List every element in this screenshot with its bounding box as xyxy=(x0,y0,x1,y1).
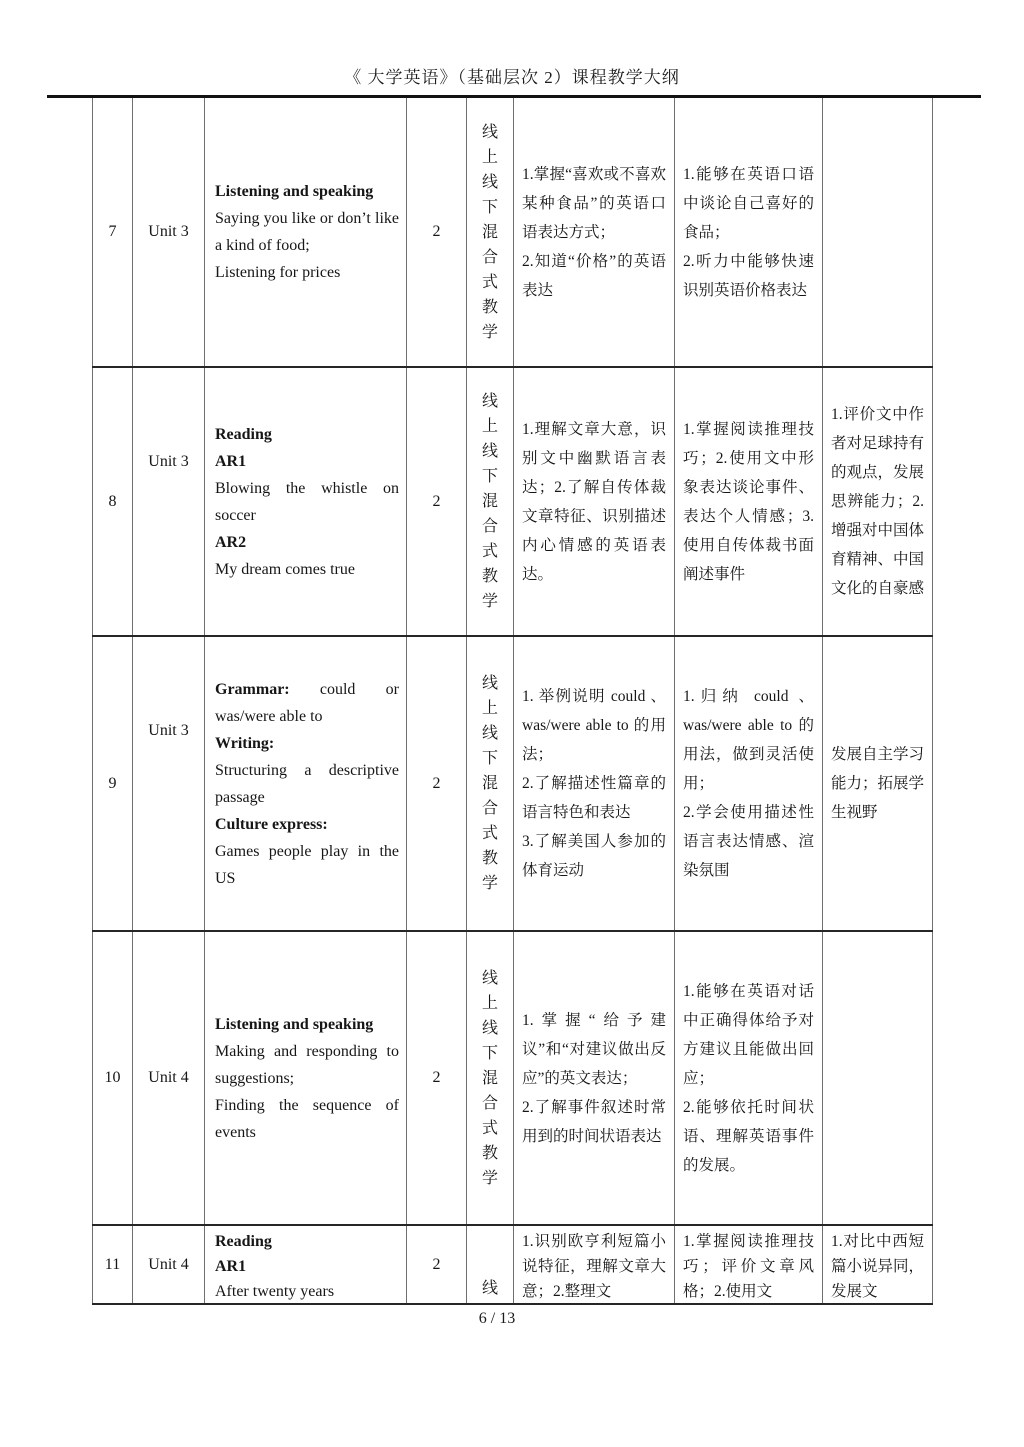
unit-cell: Unit 4 xyxy=(133,931,205,1225)
method-char: 混 xyxy=(481,223,498,241)
method-char: 教 xyxy=(481,298,498,316)
content-line: AR2 xyxy=(215,533,247,551)
method-char: 合 xyxy=(481,800,498,817)
content-cell xyxy=(205,367,407,636)
syllabus-table-body xyxy=(93,98,933,1304)
knowledge-objective-cell xyxy=(514,636,675,931)
content-cell xyxy=(205,931,407,1225)
content-line: Reading xyxy=(215,1233,272,1250)
objective-paragraph: 发展自主学习能力；拓展学生视野 xyxy=(831,746,925,821)
row-number-cell: 11 xyxy=(93,1225,133,1304)
row-number-cell: 7 xyxy=(93,98,133,367)
objective-paragraph: 2.能够依托时间状语、理解英语事件的发展。 xyxy=(683,1098,814,1174)
table-row xyxy=(93,931,933,1225)
method-char: 学 xyxy=(481,875,498,892)
content-line: Grammar: could or was/were able to xyxy=(215,680,399,725)
method-char: 线 xyxy=(481,725,498,742)
page-header-title: 《 大学英语》（基础层次 2）课程教学大纲 xyxy=(344,68,680,87)
method-char: 上 xyxy=(481,148,498,166)
row-number-cell: 8 xyxy=(93,367,133,636)
method-char: 线 xyxy=(481,969,498,987)
table-row xyxy=(93,98,933,367)
method-char: 式 xyxy=(481,825,498,842)
content-line: My dream comes true xyxy=(215,560,355,578)
unit-cell: Unit 4 xyxy=(133,1225,205,1304)
ability-objective-cell xyxy=(675,98,823,367)
table-row xyxy=(93,367,933,636)
content-line: Structuring a descriptive passage xyxy=(215,761,399,806)
objective-paragraph: 2.听力中能够快速识别英语价格表达 xyxy=(683,252,814,299)
objective-paragraph: 1.评价文中作者对足球持有的观点，发展思辨能力；2.增强对中国体育精神、中国文化的自豪感 xyxy=(831,406,925,597)
content-line: Games people play in the US xyxy=(215,842,399,887)
hours-cell: 2 xyxy=(407,931,467,1225)
hours-cell: 2 xyxy=(407,1225,467,1304)
syllabus-table xyxy=(92,98,933,1305)
content-line: Making and responding to suggestions; xyxy=(215,1042,399,1087)
method-char: 混 xyxy=(481,1069,498,1087)
content-line: Finding the sequence of events xyxy=(215,1096,399,1141)
content-line: Blowing the whistle on soccer xyxy=(215,479,399,524)
method-char: 教 xyxy=(481,850,498,867)
row-number-cell: 10 xyxy=(93,931,133,1225)
content-line: Writing: xyxy=(215,734,275,752)
content-cell xyxy=(205,636,407,931)
content-line: Listening and speaking xyxy=(215,1015,374,1033)
method-char: 下 xyxy=(481,750,498,767)
objective-paragraph: 2.了解描述性篇章的语言特色和表达 xyxy=(522,775,666,821)
method-char: 合 xyxy=(481,518,498,535)
content-cell xyxy=(205,1225,407,1304)
knowledge-objective-cell xyxy=(514,931,675,1225)
objective-paragraph: 2.知道“价格”的英语表达 xyxy=(522,252,666,299)
teaching-method-cell xyxy=(467,1225,514,1304)
objective-paragraph: 2.学会使用描述性语言表达情感、渲染氛围 xyxy=(683,804,814,879)
method-char: 下 xyxy=(481,198,498,216)
table-row xyxy=(93,1225,933,1304)
method-char: 学 xyxy=(481,593,498,610)
objective-paragraph: 1.理解文章大意，识别文中幽默语言表达；2.了解自传体裁文章特征、识别描述内心情感的英语表达。 xyxy=(522,420,666,583)
objective-paragraph: 1.能够在英语对话中正确得体给予对方建议且能做出回应； xyxy=(683,982,814,1087)
method-char: 混 xyxy=(481,775,498,792)
objective-paragraph: 1. 举例说明 could 、was/were able to 的用法； xyxy=(522,688,666,763)
objective-paragraph: 1.掌握阅读推理技巧；评价文章风格；2.使用文 xyxy=(683,1233,814,1300)
method-char: 线 xyxy=(481,1280,498,1297)
method-char: 线 xyxy=(481,1019,498,1037)
hours-cell: 2 xyxy=(407,636,467,931)
content-line: AR1 xyxy=(215,452,247,470)
content-line: Reading xyxy=(215,425,272,443)
knowledge-objective-cell xyxy=(514,98,675,367)
unit-cell: Unit 3 xyxy=(133,98,205,367)
table-row xyxy=(93,636,933,931)
teaching-method-cell xyxy=(467,636,514,931)
content-line: Listening and speaking xyxy=(215,183,374,200)
objective-paragraph: 1.归纳 could 、was/were able to 的用法，做到灵活使用； xyxy=(683,688,814,792)
quality-objective-cell xyxy=(823,367,933,636)
quality-objective-cell xyxy=(823,1225,933,1304)
method-char: 式 xyxy=(481,1119,498,1137)
objective-paragraph: 1.对比中西短篇小说异同，发展文 xyxy=(831,1233,925,1300)
quality-objective-cell xyxy=(823,636,933,931)
objective-paragraph: 1.掌握“给予建议”和“对建议做出反应”的英文表达； xyxy=(522,1011,666,1087)
objective-paragraph: 1.掌握阅读推理技巧；2.使用文中形象表达谈论事件、表达个人情感；3.使用自传体裁书面阐述事件 xyxy=(683,420,814,583)
hours-cell: 2 xyxy=(407,98,467,367)
method-char: 式 xyxy=(481,273,498,291)
method-char: 下 xyxy=(481,1044,498,1062)
quality-objective-cell xyxy=(823,98,933,367)
objective-paragraph: 1.识别欧亨利短篇小说特征，理解文章大意；2.整理文 xyxy=(522,1233,666,1300)
objective-paragraph: 1.能够在英语口语中谈论自己喜好的食品； xyxy=(683,165,814,241)
method-char: 合 xyxy=(481,1094,498,1112)
page-number: 6 / 13 xyxy=(478,1310,516,1327)
method-char: 上 xyxy=(481,418,498,435)
method-char: 教 xyxy=(481,1144,498,1162)
method-char: 线 xyxy=(481,393,498,410)
method-char: 学 xyxy=(481,323,498,341)
unit-cell: Unit 3 xyxy=(133,367,205,636)
row-number-cell: 9 xyxy=(93,636,133,931)
quality-objective-cell xyxy=(823,931,933,1225)
objective-paragraph: 1.掌握“喜欢或不喜欢某种食品”的英语口语表达方式； xyxy=(522,165,666,241)
content-line: Culture express: xyxy=(215,815,328,833)
content-line: AR1 xyxy=(215,1258,247,1275)
method-char: 式 xyxy=(481,543,498,560)
method-char: 上 xyxy=(481,700,498,717)
teaching-method-cell xyxy=(467,931,514,1225)
method-char: 混 xyxy=(481,493,498,510)
method-char: 线 xyxy=(481,123,498,141)
knowledge-objective-cell xyxy=(514,1225,675,1304)
method-char: 合 xyxy=(481,248,498,266)
objective-paragraph: 2.了解事件叙述时常用到的时间状语表达 xyxy=(522,1098,666,1145)
ability-objective-cell xyxy=(675,1225,823,1304)
teaching-method-cell xyxy=(467,367,514,636)
teaching-method-cell xyxy=(467,98,514,367)
hours-cell: 2 xyxy=(407,367,467,636)
method-char: 上 xyxy=(481,994,498,1012)
method-char: 线 xyxy=(481,173,498,191)
ability-objective-cell xyxy=(675,636,823,931)
objective-paragraph: 3.了解美国人参加的体育运动 xyxy=(522,833,666,879)
ability-objective-cell xyxy=(675,931,823,1225)
content-cell xyxy=(205,98,407,367)
content-line: After twenty years xyxy=(215,1283,335,1300)
knowledge-objective-cell xyxy=(514,367,675,636)
method-char: 线 xyxy=(481,443,498,460)
unit-cell: Unit 3 xyxy=(133,636,205,931)
method-char: 学 xyxy=(481,1169,498,1187)
content-line: Listening for prices xyxy=(215,264,341,281)
method-char: 教 xyxy=(481,568,498,585)
method-char: 线 xyxy=(481,675,498,692)
ability-objective-cell xyxy=(675,367,823,636)
content-line: Saying you like or don’t like a kind of food; xyxy=(215,210,399,254)
method-char: 下 xyxy=(481,468,498,485)
